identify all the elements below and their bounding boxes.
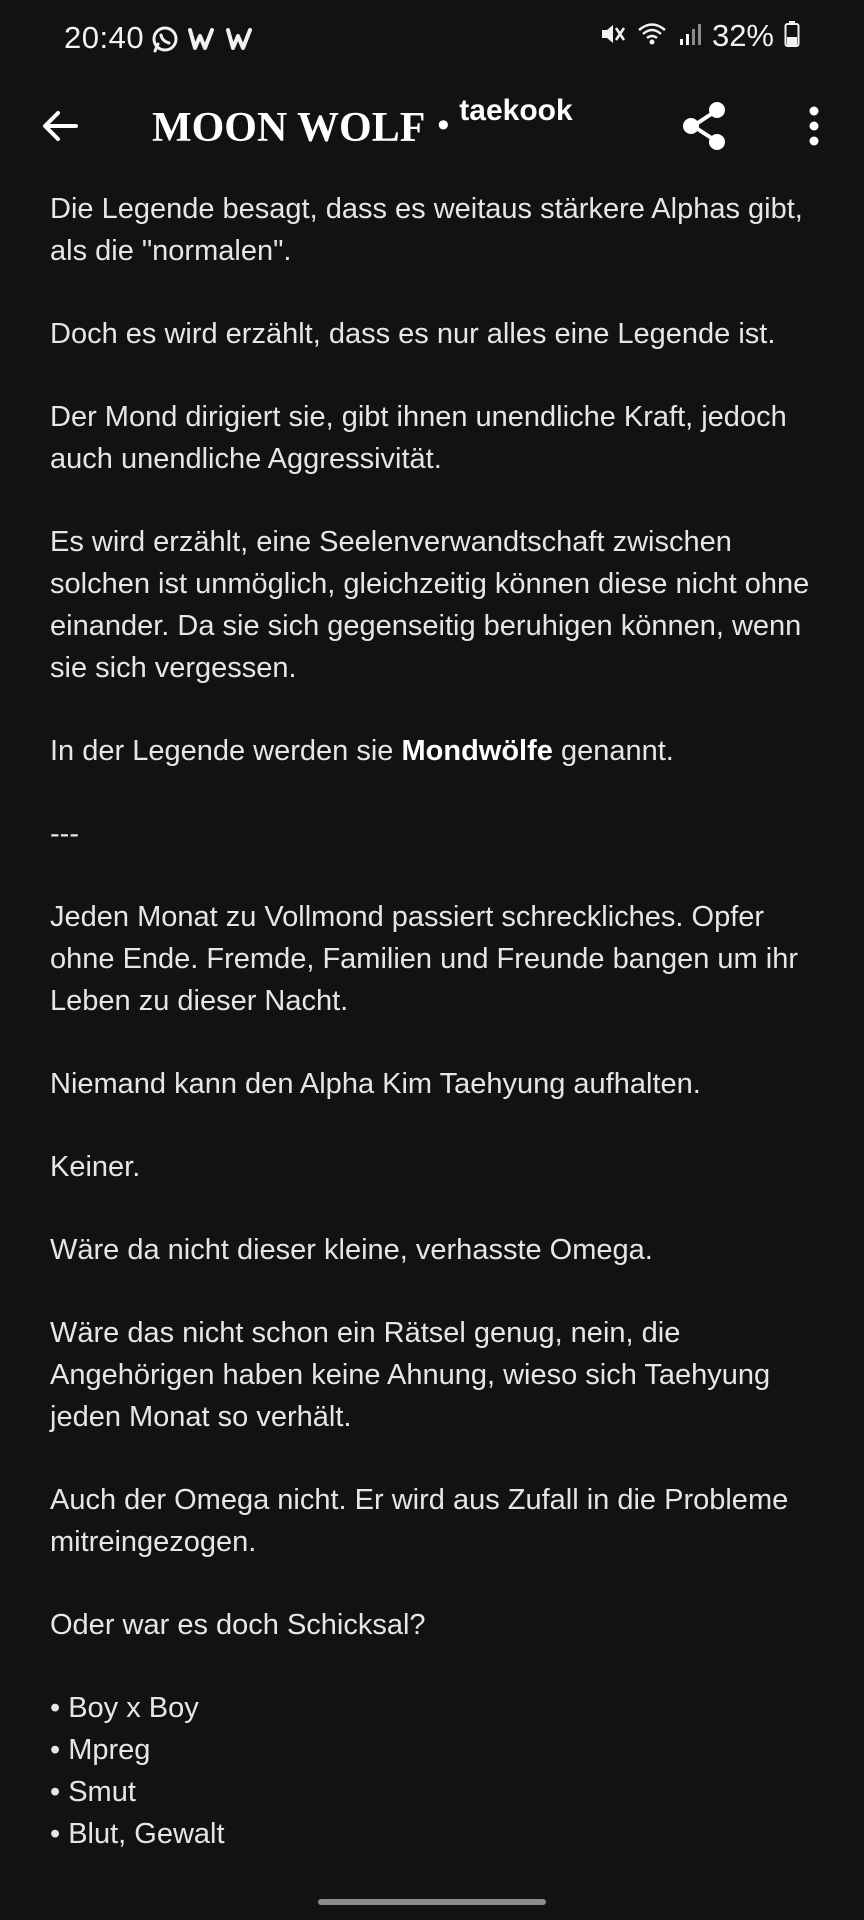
paragraph: Jeden Monat zu Vollmond passiert schreckliches. Opfer ohne Ende. Fremde, Familien und Freunde bangen um ihr Leben zu dieser Nacht. — [50, 901, 798, 1017]
legend-name-suffix: genannt. — [552, 735, 674, 767]
paragraph: Die Legende besagt, dass es weitaus stärkere Alphas gibt, als die "normalen". — [50, 193, 803, 267]
more-options-button[interactable] — [794, 94, 834, 158]
paragraph: Der Mond dirigiert sie, gibt ihnen unendliche Kraft, jedoch auch unendliche Aggressivität. — [50, 401, 787, 475]
status-bar — [0, 0, 864, 84]
story-title — [152, 92, 573, 152]
whatsapp-icon — [150, 24, 180, 59]
back-button[interactable] — [32, 98, 88, 154]
wattpad-icon — [226, 26, 256, 57]
tag-item: • Blut, Gewalt — [50, 1818, 225, 1850]
paragraph: Wäre da nicht dieser kleine, verhasste Omega. — [50, 1234, 653, 1266]
tag-item: • Mpreg — [50, 1734, 151, 1766]
arrow-left-icon — [40, 108, 80, 144]
paragraph: Niemand kann den Alpha Kim Taehyung aufhalten. — [50, 1068, 701, 1100]
legend-name-bold: Mondwölfe — [401, 735, 553, 767]
battery-icon — [784, 20, 800, 53]
tag-item: • Smut — [50, 1776, 136, 1808]
home-indicator[interactable] — [318, 1899, 546, 1905]
battery-percent: 32% — [711, 18, 774, 53]
tag-item: • Boy x Boy — [50, 1692, 199, 1724]
title-main: MOON WOLF — [152, 105, 426, 151]
paragraph: Es wird erzählt, eine Seelenverwandtschaft zwischen solchen ist unmöglich, gleichzeitig können diese nicht ohne einander. Da sie sich gegenseitig beruhigen können, wenn sie sich vergessen. — [50, 526, 810, 684]
status-time: 20:40 — [64, 20, 145, 55]
wifi-icon — [636, 20, 668, 53]
wattpad-icon — [188, 26, 218, 57]
more-vertical-icon — [808, 106, 820, 146]
legend-name-paragraph — [50, 730, 820, 772]
signal-icon — [678, 21, 702, 52]
status-left-icons — [150, 24, 256, 59]
divider: --- — [50, 818, 79, 850]
paragraph: Oder war es doch Schicksal? — [50, 1609, 426, 1641]
status-right — [598, 18, 800, 54]
story-description — [50, 188, 820, 1855]
title-sub: taekook — [459, 94, 573, 127]
tag-list — [50, 1687, 820, 1855]
paragraph: Auch der Omega nicht. Er wird aus Zufall in die Probleme mitreingezogen. — [50, 1484, 789, 1558]
app-bar — [0, 84, 864, 204]
share-button[interactable] — [674, 94, 734, 158]
share-icon — [676, 98, 732, 154]
paragraph: Keiner. — [50, 1151, 141, 1183]
paragraph: Doch es wird erzählt, dass es nur alles eine Legende ist. — [50, 318, 776, 350]
title-separator: • — [437, 106, 450, 144]
paragraph: Wäre das nicht schon ein Rätsel genug, nein, die Angehörigen haben keine Ahnung, wieso sich Taehyung jeden Monat so verhält. — [50, 1317, 771, 1433]
mute-icon — [598, 20, 626, 53]
legend-name-prefix: In der Legende werden sie — [50, 735, 402, 767]
